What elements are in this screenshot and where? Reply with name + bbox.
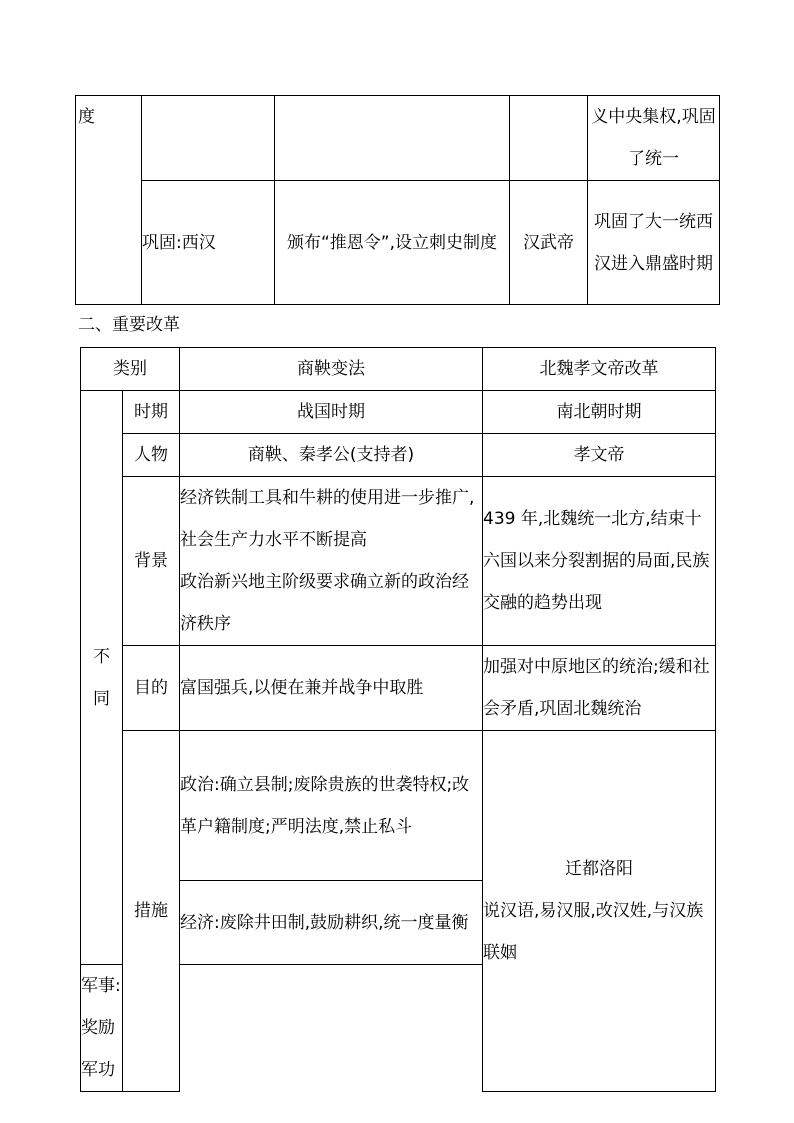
group-label-different	[81, 391, 123, 965]
beiwei-measure-capital: 迁都洛阳	[565, 859, 633, 879]
table1-cell-measure	[275, 181, 510, 305]
group-label-char: 不	[93, 646, 110, 667]
table1-category-text: 度	[78, 107, 95, 127]
header-category: 类别	[81, 348, 180, 391]
table1-cell-category	[76, 96, 142, 305]
row-label-purpose: 目的	[123, 646, 180, 731]
row-label-background: 背景	[123, 477, 180, 646]
table-row	[81, 391, 716, 434]
shang-measures-economy: 经济:废除井田制,鼓励耕织,统一度量衡	[180, 881, 483, 965]
table-row	[81, 477, 716, 646]
previous-table	[75, 95, 720, 305]
shang-measures-military: 军事:奖励军功	[81, 965, 123, 1092]
beiwei-period: 南北朝时期	[483, 391, 716, 434]
table1-effect-text: 巩固了大一统西汉进入鼎盛时期	[594, 211, 713, 274]
table1-cell-person	[510, 181, 588, 305]
table1-measure-text: 颁布“推恩令”,设立刺史制度	[286, 232, 498, 253]
table1-effect-text: 义中央集权,巩固了统一	[591, 107, 716, 169]
shang-background	[180, 477, 483, 646]
group-label-char: 同	[93, 688, 110, 709]
table-row	[81, 646, 716, 731]
table1-cell-effect	[588, 181, 720, 305]
shang-measures-politics: 政治:确立县制;废除贵族的世袭特权;改革户籍制度;严明法度,禁止私斗	[180, 731, 483, 881]
shang-purpose: 富国强兵,以便在兼并战争中取胜	[180, 646, 483, 731]
table-row	[81, 434, 716, 477]
table1-cell-empty	[510, 96, 588, 181]
beiwei-purpose: 加强对中原地区的统治;缓和社会矛盾,巩固北魏统治	[483, 646, 716, 731]
table-header-row	[81, 348, 716, 391]
table1-cell-empty	[275, 96, 510, 181]
header-shang-reform: 商鞅变法	[180, 348, 483, 391]
table-row	[81, 731, 716, 881]
shang-background-politics: 政治新兴地主阶级要求确立新的政治经济秩序	[180, 572, 469, 634]
table1-cell-effect	[588, 96, 720, 181]
shang-background-economy: 经济铁制工具和牛耕的使用进一步推广,社会生产力水平不断提高	[180, 488, 475, 550]
header-beiwei-reform: 北魏孝文帝改革	[483, 348, 716, 391]
reforms-table	[80, 347, 716, 1092]
beiwei-measures	[483, 731, 716, 1092]
row-label-period: 时期	[123, 391, 180, 434]
shang-period: 战国时期	[180, 391, 483, 434]
table1-cell-empty	[142, 96, 275, 181]
beiwei-background: 439 年,北魏统一北方,结束十六国以来分裂割据的局面,民族交融的趋势出现	[483, 477, 716, 646]
shang-person: 商鞅、秦孝公(支持者)	[180, 434, 483, 477]
beiwei-person: 孝文帝	[483, 434, 716, 477]
row-label-person: 人物	[123, 434, 180, 477]
beiwei-measure-customs: 说汉语,易汉服,改汉姓,与汉族联姻	[483, 901, 704, 963]
section-heading: 二、重要改革	[78, 315, 180, 335]
row-label-measures: 措施	[123, 731, 180, 1092]
table1-cell-stage	[142, 181, 275, 305]
table1-stage-text: 巩固:西汉	[142, 232, 216, 253]
table1-person-text: 汉武帝	[523, 232, 574, 253]
